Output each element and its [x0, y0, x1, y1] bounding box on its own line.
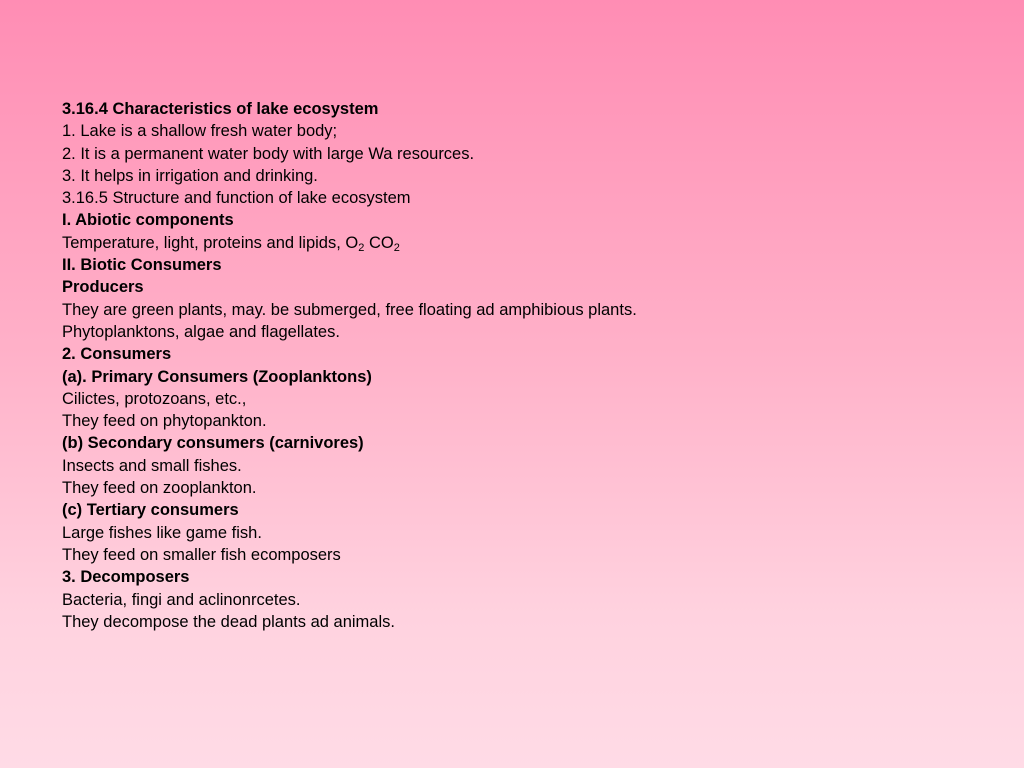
- producers-examples: Phytoplanktons, algae and flagellates.: [62, 322, 340, 341]
- slide-content: [62, 98, 1002, 633]
- heading-tertiary-consumers: (c) Tertiary consumers: [62, 501, 239, 520]
- secondary-consumers-feeding: They feed on zooplankton.: [62, 479, 257, 498]
- decomposers-function: They decompose the dead plants ad animals.: [62, 612, 395, 631]
- primary-consumers-examples: Cilictes, protozoans, etc.,: [62, 389, 247, 408]
- secondary-consumers-examples: Insects and small fishes.: [62, 456, 242, 475]
- heading-decomposers: 3. Decomposers: [62, 568, 190, 587]
- section-heading-characteristics: 3.16.4 Characteristics of lake ecosystem: [62, 100, 379, 118]
- primary-consumers-feeding: They feed on phytopankton.: [62, 412, 267, 431]
- heading-primary-consumers: (a). Primary Consumers (Zooplanktons): [62, 367, 372, 386]
- heading-consumers: 2. Consumers: [62, 345, 172, 364]
- heading-biotic-consumers: II. Biotic Consumers: [62, 256, 222, 275]
- point-irrigation-drinking: 3. It helps in irrigation and drinking.: [62, 166, 318, 185]
- heading-secondary-consumers: (b) Secondary consumers (carnivores): [62, 434, 364, 453]
- abiotic-components-text: [62, 232, 1002, 254]
- producers-description: They are green plants, may. be submerged, free floating ad amphibious plants.: [62, 300, 637, 319]
- point-permanent-water-body: 2. It is a permanent water body with large Wa resources.: [62, 144, 475, 163]
- abiotic-text-prefix: Temperature, light, proteins and lipids, O: [62, 233, 359, 252]
- tertiary-consumers-feeding: They feed on smaller fish ecomposers: [62, 545, 341, 564]
- heading-producers: Producers: [62, 278, 144, 297]
- co2-subscript: 2: [393, 241, 400, 254]
- o2-subscript: 2: [358, 241, 365, 254]
- co2-text: CO: [364, 233, 394, 252]
- tertiary-consumers-examples: Large fishes like game fish.: [62, 523, 262, 542]
- section-heading-structure: 3.16.5 Structure and function of lake ecosystem: [62, 189, 411, 208]
- decomposers-examples: Bacteria, fingi and aclinonrcetes.: [62, 590, 301, 609]
- heading-abiotic-components: I. Abiotic components: [62, 211, 234, 230]
- point-shallow-fresh-water: 1. Lake is a shallow fresh water body;: [62, 122, 338, 141]
